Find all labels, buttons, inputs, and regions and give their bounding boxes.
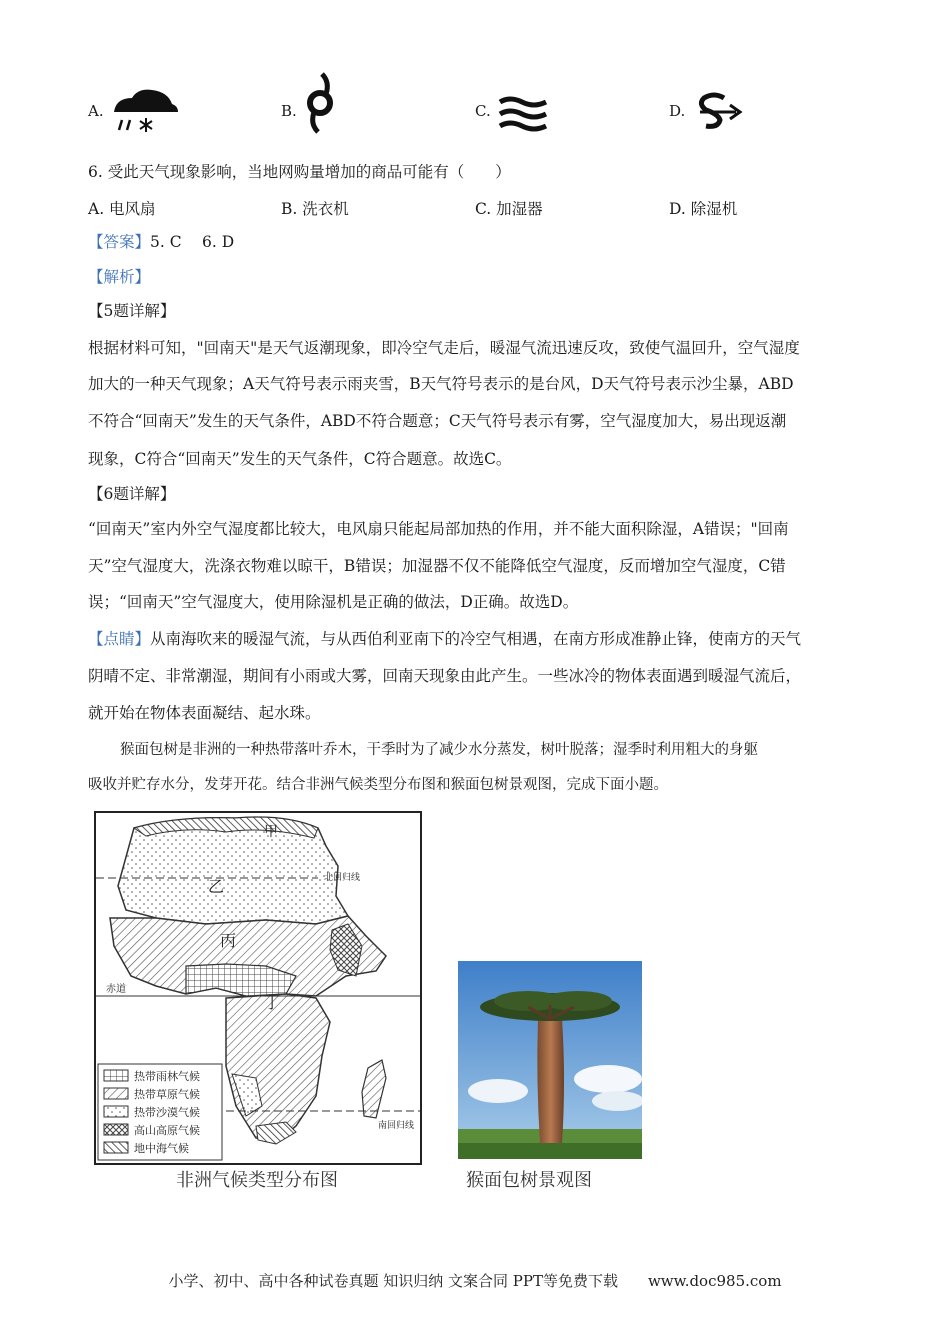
- equator-label: 赤道: [106, 984, 126, 995]
- detail6-line-2: 天”空气湿度大，洗涤衣物难以晾干，B错误；加湿器不仅不能降低空气湿度，反而增加空气湿度，C错: [88, 557, 786, 575]
- answer-text: 5. C 6. D: [150, 233, 235, 251]
- map-caption: 非洲气候类型分布图: [176, 1170, 338, 1191]
- answer-tag: 【答案】: [88, 233, 151, 251]
- q6-option-c: C. 加湿器: [475, 200, 543, 218]
- passage-line-1: 猴面包树是非洲的一种热带落叶乔木，干季时为了减少水分蒸发，树叶脱落；湿季时利用粗大的身躯: [120, 742, 758, 758]
- tip-line-2: 阴晴不定、非常潮湿，期间有小雨或大雾，回南天现象由此产生。一些冰冷的物体表面遇到暖湿气流后，: [88, 667, 802, 685]
- fog-icon: [496, 94, 550, 138]
- q6-option-d: D. 除湿机: [669, 200, 738, 218]
- detail6-title: 【6题详解】: [88, 485, 176, 503]
- detail5-line-3: 不符合“回南天”发生的天气条件，ABD不符合题意；C天气符号表示有雾，空气湿度加大，易出现返潮: [88, 412, 787, 430]
- option-d-label: D.: [669, 102, 686, 120]
- passage-line-2: 吸收并贮存水分，发芽开花。结合非洲气候类型分布图和猴面包树景观图，完成下面小题。: [88, 777, 668, 793]
- option-b-label: B.: [281, 102, 297, 120]
- baobab-photo: [458, 961, 642, 1159]
- typhoon-icon: [300, 72, 340, 134]
- detail5-line-1: 根据材料可知，"回南天"是天气返潮现象，即冷空气走后，暖湿气流迅速反攻，致使气温回升，空气湿度: [88, 339, 800, 357]
- analysis-tag: 【解析】: [88, 268, 151, 286]
- detail5-title: 【5题详解】: [88, 302, 176, 320]
- q6-stem: 6. 受此天气现象影响，当地网购量增加的商品可能有（ ）: [88, 163, 511, 181]
- region-bing-label: 丙: [220, 931, 237, 950]
- region-yi-label: 乙: [208, 877, 225, 896]
- tip-line-1: [88, 629, 801, 649]
- detail5-line-4: 现象，C符合“回南天”发生的天气条件，C符合题意。故选C。: [88, 450, 512, 468]
- option-a-label: A.: [88, 102, 104, 120]
- answer-line: [88, 232, 234, 252]
- detail6-line-3: 误；“回南天”空气湿度大，使用除湿机是正确的做法，D正确。故选D。: [88, 593, 579, 611]
- region-jia-label: 甲: [264, 824, 278, 840]
- page-footer: 小学、初中、高中各种试卷真题 知识归纳 文案合同 PPT等免费下载 www.doc985.com: [168, 1272, 782, 1290]
- africa-climate-map: [86, 806, 432, 1168]
- q6-option-b: B. 洗衣机: [281, 200, 349, 218]
- detail5-line-2: 加大的一种天气现象；A天气符号表示雨夹雪，B天气符号表示的是台风，D天气符号表示沙尘暴，ABD: [88, 375, 794, 393]
- legend-mediterranean: 地中海气候: [134, 1142, 189, 1155]
- option-c-label: C.: [475, 102, 491, 120]
- q6-option-a: A. 电风扇: [88, 200, 156, 218]
- tip-tag: 【点睛】: [88, 630, 151, 648]
- legend-desert: 热带沙漠气候: [134, 1106, 200, 1119]
- tropic-cancer-label: 北回归线: [324, 873, 361, 883]
- legend-savanna: 热带草原气候: [134, 1088, 200, 1101]
- legend-rainforest: 热带雨林气候: [134, 1070, 200, 1083]
- legend-highland: 高山高原气候: [134, 1124, 200, 1137]
- tip-text-1: 从南海吹来的暖湿气流，与从西伯利亚南下的冷空气相遇，在南方形成准静止锋，使南方的天气: [150, 630, 802, 648]
- rain-snow-icon: [110, 86, 180, 136]
- tropic-capricorn-label: 南回归线: [378, 1121, 415, 1131]
- sandstorm-icon: [694, 90, 746, 134]
- tip-line-3: 就开始在物体表面凝结、起水珠。: [88, 704, 321, 722]
- photo-caption: 猴面包树景观图: [466, 1170, 592, 1191]
- region-ding-label: 丁: [264, 993, 281, 1012]
- detail6-line-1: “回南天”室内外空气湿度都比较大，电风扇只能起局部加热的作用，并不能大面积除湿，A错误；"回南: [88, 520, 789, 538]
